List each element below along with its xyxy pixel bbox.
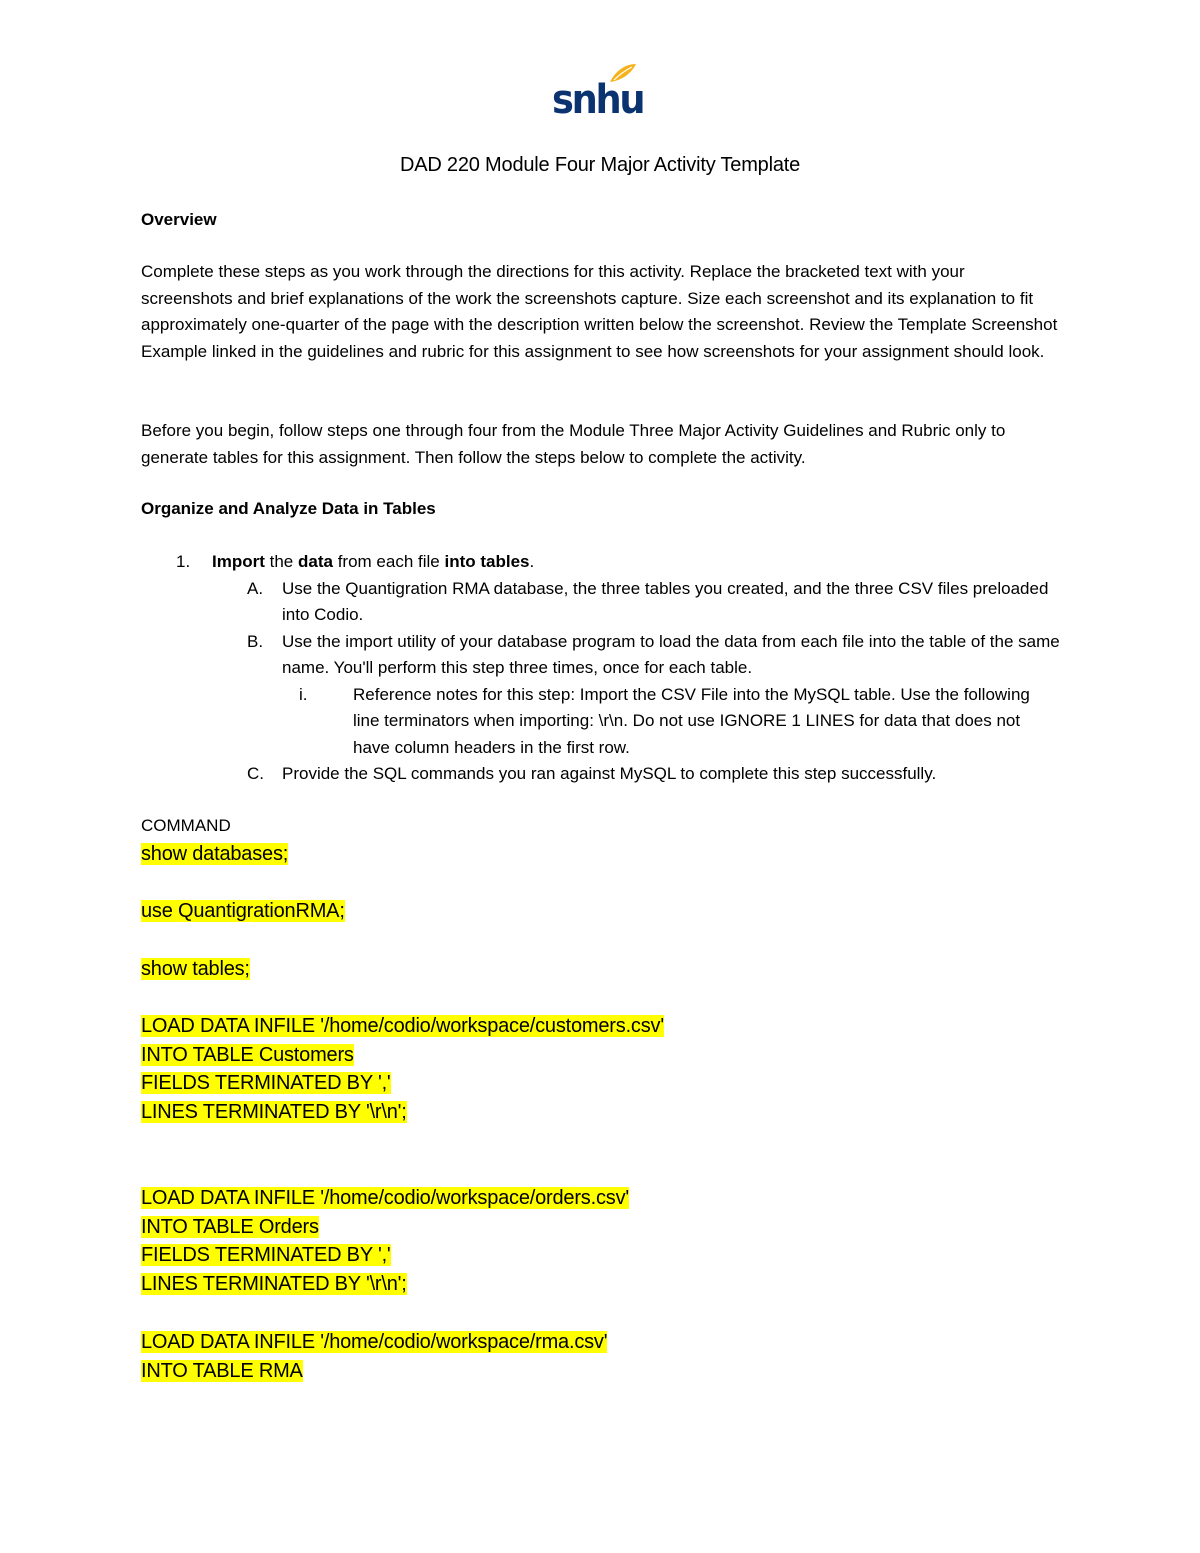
code-line: LOAD DATA INFILE '/home/codio/workspace/rma.csv' bbox=[141, 1331, 608, 1353]
list-item-a bbox=[141, 576, 1061, 629]
list-marker: A. bbox=[247, 578, 264, 598]
overview-heading: Overview bbox=[141, 210, 217, 229]
code-line: INTO TABLE RMA bbox=[141, 1359, 303, 1382]
code-line: LINES TERMINATED BY '\r\n'; bbox=[141, 1272, 407, 1295]
list-marker: C. bbox=[247, 764, 264, 783]
step1-into: into tables bbox=[444, 552, 530, 571]
list-item-c bbox=[141, 761, 1061, 788]
code-line: LINES TERMINATED BY '\r\n'; bbox=[141, 1100, 407, 1123]
step1-from: from each file bbox=[337, 552, 440, 571]
list-marker: i. bbox=[299, 684, 308, 704]
list-marker: 1. bbox=[176, 552, 191, 571]
logo-text: snhu bbox=[552, 77, 644, 123]
code-line: LOAD DATA INFILE '/home/codio/workspace/customers.csv' bbox=[141, 1015, 664, 1037]
code-line: show tables; bbox=[141, 958, 250, 980]
command-block-show-databases bbox=[141, 840, 288, 869]
code-line: FIELDS TERMINATED BY ',' bbox=[141, 1072, 391, 1094]
step-i-text: Reference notes for this step: Import the CSV File into the MySQL table. Use the following line terminators when importing: \r\n. Do not use IGNORE 1 LINES for data that does not have column headers in the first row. bbox=[353, 684, 1030, 757]
code-line: use QuantigrationRMA; bbox=[141, 900, 345, 922]
command-block-orders bbox=[141, 1184, 629, 1298]
list-item-1 bbox=[141, 549, 1061, 576]
command-block-use-db bbox=[141, 897, 345, 926]
step-c-text: Provide the SQL commands you ran against MySQL to complete this step successfully. bbox=[282, 764, 937, 783]
command-label: COMMAND bbox=[141, 816, 231, 835]
list-item-i bbox=[141, 682, 1061, 762]
code-line: INTO TABLE Customers bbox=[141, 1043, 354, 1066]
document-title: DAD 220 Module Four Major Activity Template bbox=[399, 154, 801, 176]
overview-text-2: Before you begin, follow steps one through four from the Module Three Major Activity Guidelines and Rubric only to generate tables for this assignment. Then follow the steps below to complete the activity. bbox=[141, 421, 1006, 467]
code-line: show databases; bbox=[141, 843, 289, 865]
snhu-logo bbox=[552, 62, 644, 124]
step1-import: Import bbox=[212, 552, 265, 571]
command-block-rma bbox=[141, 1328, 607, 1385]
overview-paragraph-2 bbox=[141, 418, 1061, 471]
step-b-text: Use the import utility of your database program to load the data from each file into the table of the same name. You'll perform this step three times, once for each table. bbox=[282, 631, 1060, 677]
section-heading: Organize and Analyze Data in Tables bbox=[141, 499, 436, 518]
step1-the: the bbox=[269, 552, 294, 571]
list-item-b bbox=[141, 629, 1061, 682]
overview-text-1: Complete these steps as you work through the directions for this activity. Replace the bracketed text with your screenshots and brief explanations of the work the screenshots capture. Size each screenshot and its explanation to fit approximately one-quarter of the page with the description written below the screenshot. Review the Template Screenshot Example linked in the guidelines and rubric for this assignment to see how screenshots for your assignment should look. bbox=[141, 262, 1058, 361]
code-line: INTO TABLE Orders bbox=[141, 1215, 319, 1238]
step-a-text: Use the Quantigration RMA database, the three tables you created, and the three CSV files preloaded into Codio. bbox=[282, 578, 1049, 624]
step1-period: . bbox=[529, 552, 535, 571]
overview-paragraph-1 bbox=[141, 259, 1061, 365]
command-block-show-tables bbox=[141, 955, 250, 984]
code-line: LOAD DATA INFILE '/home/codio/workspace/orders.csv' bbox=[141, 1187, 629, 1209]
steps-list bbox=[141, 549, 1061, 788]
code-line: FIELDS TERMINATED BY ',' bbox=[141, 1244, 391, 1266]
command-block-customers bbox=[141, 1012, 664, 1126]
step1-data: data bbox=[298, 552, 333, 571]
list-marker: B. bbox=[247, 631, 264, 651]
